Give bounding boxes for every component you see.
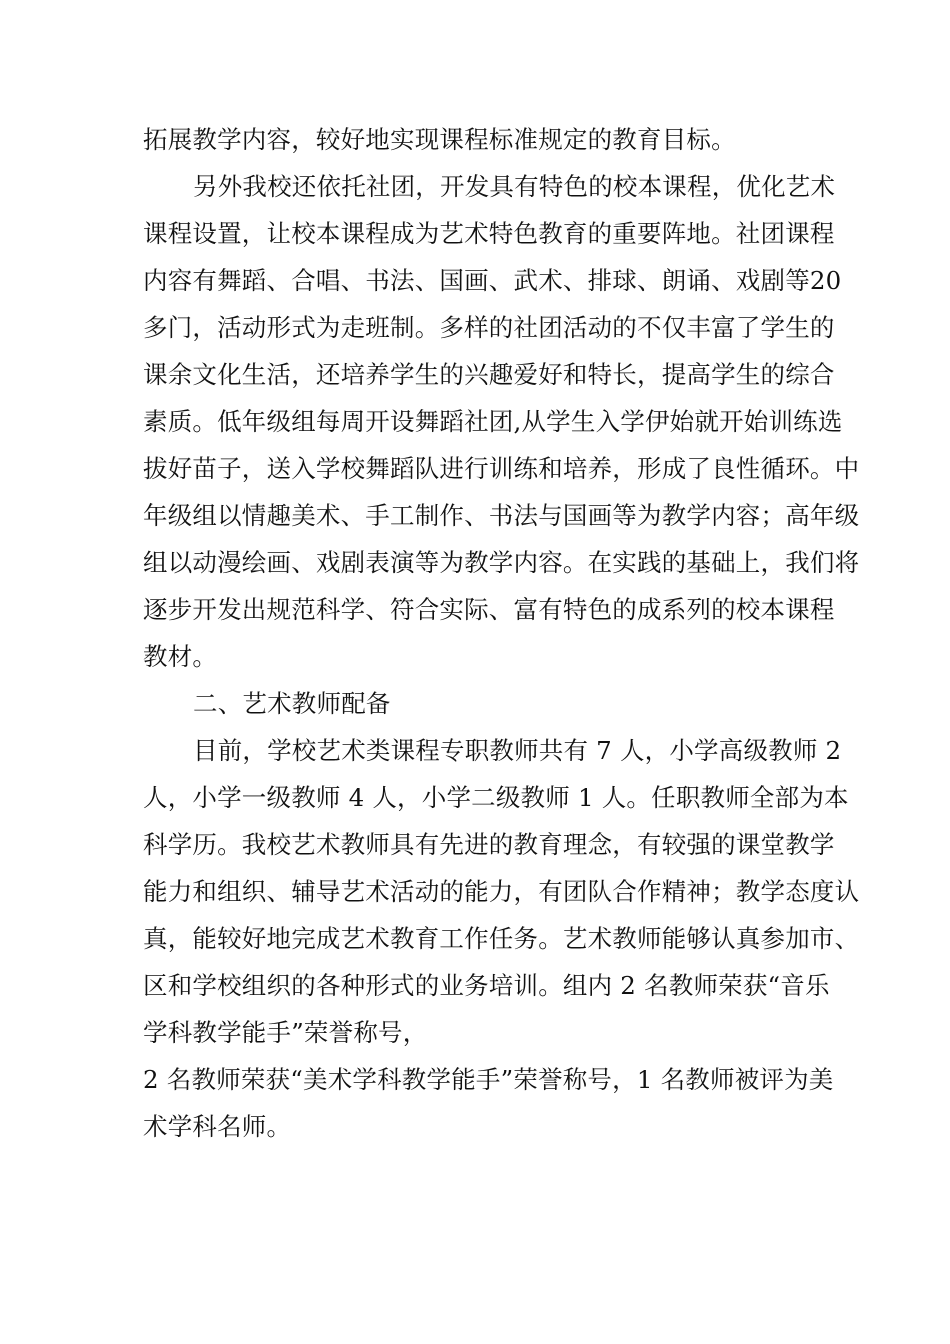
text-line: 教材。 [143,642,218,671]
text-line: 多门，活动形式为走班制。多样的社团活动的不仅丰富了学生的 [143,313,835,342]
text-line: 2 名教师荣获“美术学科教学能手”荣誉称号，1 名教师被评为美 [143,1065,834,1094]
text-line: 拓展教学内容，较好地实现课程标准规定的教育目标。 [143,125,736,154]
text-line: 课余文化生活，还培养学生的兴趣爱好和特长，提高学生的综合 [143,360,835,389]
text-line: 学科教学能手”荣誉称号， [143,1018,428,1047]
text-line: 素质。低年级组每周开设舞蹈社团,从学生入学伊始就开始训练选 [143,407,843,436]
text-line: 区和学校组织的各种形式的业务培训。组内 2 名教师荣获“音乐 [143,971,830,1000]
text-line: 内容有舞蹈、合唱、书法、国画、武术、排球、朗诵、戏剧等20 [143,266,842,295]
text-line: 年级组以情趣美术、手工制作、书法与国画等为教学内容；高年级 [143,501,860,530]
text-line: 科学历。我校艺术教师具有先进的教育理念，有较强的课堂教学 [143,830,835,859]
paragraph-start: 目前，学校艺术类课程专职教师共有 7 人，小学高级教师 2 [193,736,842,765]
text-line: 术学科名师。 [143,1112,292,1141]
paragraph-start: 另外我校还依托社团，开发具有特色的校本课程，优化艺术 [193,172,836,201]
text-line: 人，小学一级教师 4 人，小学二级教师 1 人。任职教师全部为本 [143,783,849,812]
text-line: 拔好苗子，送入学校舞蹈队进行训练和培养，形成了良性循环。中 [143,454,860,483]
text-line: 真，能较好地完成艺术教育工作任务。艺术教师能够认真参加市、 [143,924,860,953]
text-line: 逐步开发出规范科学、符合实际、富有特色的成系列的校本课程 [143,595,835,624]
text-line: 课程设置，让校本课程成为艺术特色教育的重要阵地。社团课程 [143,219,835,248]
text-line: 能力和组织、辅导艺术活动的能力，有团队合作精神；教学态度认 [143,877,860,906]
text-line: 组以动漫绘画、戏剧表演等为教学内容。在实践的基础上，我们将 [143,548,860,577]
section-heading: 二、艺术教师配备 [193,689,391,718]
